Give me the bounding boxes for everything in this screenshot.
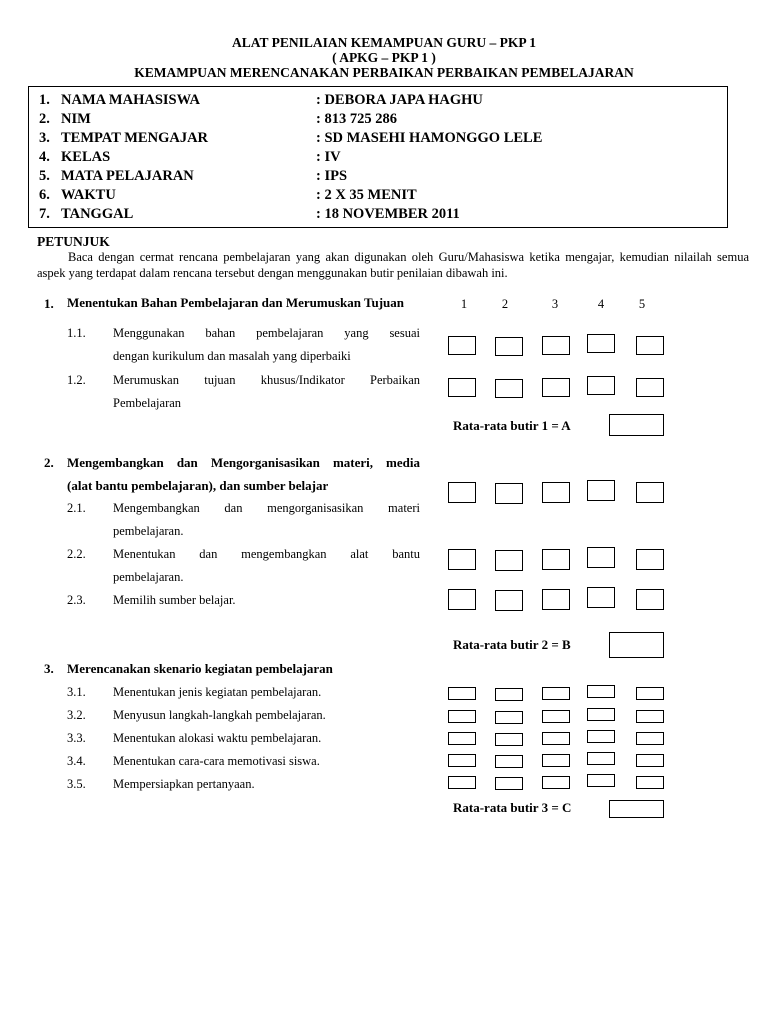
class-value: : IV — [316, 149, 341, 165]
section-2-heading: 2. Mengembangkan dan Mengorganisasikan materi, media (alat bantu pembelajaran), dan sumber belajar — [44, 455, 420, 493]
rating-box-3-3-score-2[interactable] — [495, 733, 523, 746]
section-3-heading: 3. Merencanakan skenario kegiatan pembelajaran — [44, 661, 333, 676]
average-3-label: Rata-rata butir 3 = C — [453, 800, 572, 815]
rating-box-3-2-score-5[interactable] — [636, 710, 664, 723]
rating-box-1-1-score-2[interactable] — [495, 337, 523, 356]
rating-box-3-1-score-4[interactable] — [587, 685, 615, 698]
rating-box-2-3-score-4[interactable] — [587, 587, 615, 608]
student-info-box: 1. NAMA MAHASISWA : DEBORA JAPA HAGHU 2. NIM : 813 725 286 3. TEMPAT MENGAJAR : SD MASEHI HAMONGGO LELE 4. KELAS : IV 5. MATA PELAJARAN : IPS 6. WAKTU : 2 X 35 MENIT 7. TANGGAL : 18 NOVEMBER 2011 — [28, 86, 728, 228]
rating-box-2-1-score-4[interactable] — [587, 480, 615, 501]
rating-box-1-2-score-1[interactable] — [448, 378, 476, 397]
item-3-3: 3.3. Menentukan alokasi waktu pembelajaran. — [67, 731, 322, 745]
instructions-text: Baca dengan cermat rencana pembelajaran yang akan digunakan oleh Guru/Mahasiswa ketika mengajar, kemudian nilailah semua aspek yang terdapat dalam rencana tersebut dengan menggunakan butir penilaian dibawah ini. — [37, 250, 749, 280]
document-subtitle: ( APKG – PKP 1 ) — [332, 50, 436, 65]
time-value: : 2 X 35 MENIT — [316, 187, 417, 203]
average-2-label: Rata-rata butir 2 = B — [453, 637, 571, 652]
rating-box-3-2-score-4[interactable] — [587, 708, 615, 721]
rating-box-2-2-score-3[interactable] — [542, 549, 570, 570]
rating-box-1-1-score-3[interactable] — [542, 336, 570, 355]
average-3-box[interactable] — [609, 800, 664, 818]
rating-box-3-3-score-4[interactable] — [587, 730, 615, 743]
rating-box-1-2-score-5[interactable] — [636, 378, 664, 397]
rating-box-3-4-score-4[interactable] — [587, 752, 615, 765]
rating-box-1-1-score-5[interactable] — [636, 336, 664, 355]
rating-box-1-2-score-4[interactable] — [587, 376, 615, 395]
scale-label-4: 4 — [597, 297, 605, 311]
rating-box-3-2-score-2[interactable] — [495, 711, 523, 724]
rating-box-1-2-score-2[interactable] — [495, 379, 523, 398]
rating-box-3-1-score-1[interactable] — [448, 687, 476, 700]
rating-box-3-2-score-1[interactable] — [448, 710, 476, 723]
rating-box-2-3-score-2[interactable] — [495, 590, 523, 611]
school-value: : SD MASEHI HAMONGGO LELE — [316, 130, 543, 146]
document-heading: KEMAMPUAN MERENCANAKAN PERBAIKAN PERBAIKAN PEMBELAJARAN — [134, 65, 634, 80]
rating-box-3-1-score-3[interactable] — [542, 687, 570, 700]
section-1-heading: 1. Menentukan Bahan Pembelajaran dan Merumuskan Tujuan — [44, 295, 404, 311]
average-1-label: Rata-rata butir 1 = A — [453, 418, 571, 433]
rating-box-3-5-score-2[interactable] — [495, 777, 523, 790]
rating-box-2-1-score-5[interactable] — [636, 482, 664, 503]
student-name-value: : DEBORA JAPA HAGHU — [316, 92, 483, 108]
rating-box-3-1-score-5[interactable] — [636, 687, 664, 700]
subject-value: : IPS — [316, 168, 348, 184]
rating-box-1-2-score-3[interactable] — [542, 378, 570, 397]
rating-box-2-1-score-2[interactable] — [495, 483, 523, 504]
rating-box-3-5-score-4[interactable] — [587, 774, 615, 787]
rating-box-2-3-score-3[interactable] — [542, 589, 570, 610]
scale-label-2: 2 — [501, 297, 509, 311]
item-2-2: 2.2. Menentukan dan mengembangkan alat bantu pembelajaran. — [67, 547, 420, 584]
rating-box-2-2-score-1[interactable] — [448, 549, 476, 570]
rating-box-1-1-score-4[interactable] — [587, 334, 615, 353]
date-value: : 18 NOVEMBER 2011 — [316, 206, 460, 222]
rating-box-3-3-score-1[interactable] — [448, 732, 476, 745]
rating-box-3-1-score-2[interactable] — [495, 688, 523, 701]
rating-box-3-5-score-1[interactable] — [448, 776, 476, 789]
average-1-box[interactable] — [609, 414, 664, 436]
rating-box-2-1-score-3[interactable] — [542, 482, 570, 503]
item-3-4: 3.4. Menentukan cara-cara memotivasi siswa. — [67, 754, 320, 768]
rating-box-1-1-score-1[interactable] — [448, 336, 476, 355]
rating-box-2-2-score-4[interactable] — [587, 547, 615, 568]
item-3-5: 3.5. Mempersiapkan pertanyaan. — [67, 777, 255, 791]
rating-box-3-2-score-3[interactable] — [542, 710, 570, 723]
rating-box-3-3-score-3[interactable] — [542, 732, 570, 745]
scale-label-3: 3 — [551, 297, 559, 311]
rating-box-3-4-score-2[interactable] — [495, 755, 523, 768]
scale-label-5: 5 — [638, 297, 646, 311]
rating-box-2-3-score-5[interactable] — [636, 589, 664, 610]
rating-box-3-4-score-1[interactable] — [448, 754, 476, 767]
rating-box-3-4-score-5[interactable] — [636, 754, 664, 767]
rating-box-2-2-score-5[interactable] — [636, 549, 664, 570]
rating-box-3-3-score-5[interactable] — [636, 732, 664, 745]
rating-box-2-3-score-1[interactable] — [448, 589, 476, 610]
rating-box-2-2-score-2[interactable] — [495, 550, 523, 571]
nim-value: : 813 725 286 — [316, 111, 397, 127]
document-title: ALAT PENILAIAN KEMAMPUAN GURU – PKP 1 — [231, 35, 536, 50]
rating-box-3-5-score-5[interactable] — [636, 776, 664, 789]
item-2-3: 2.3. Memilih sumber belajar. — [67, 593, 236, 607]
item-3-1: 3.1. Menentukan jenis kegiatan pembelajaran. — [67, 685, 322, 699]
rating-box-3-4-score-3[interactable] — [542, 754, 570, 767]
item-3-2: 3.2. Menyusun langkah-langkah pembelajaran. — [67, 708, 326, 722]
rating-box-3-5-score-3[interactable] — [542, 776, 570, 789]
average-2-box[interactable] — [609, 632, 664, 658]
item-1-2: 1.2. Merumuskan tujuan khusus/Indikator Perbaikan Pembelajaran — [67, 373, 420, 410]
rating-box-2-1-score-1[interactable] — [448, 482, 476, 503]
scale-label-1: 1 — [460, 297, 468, 311]
item-1-1: 1.1. Menggunakan bahan pembelajaran yang sesuai dengan kurikulum dan masalah yang diperbaiki — [67, 326, 420, 363]
instructions-heading: PETUNJUK — [37, 234, 110, 249]
item-2-1: 2.1. Mengembangkan dan mengorganisasikan materi pembelajaran. — [67, 501, 420, 538]
